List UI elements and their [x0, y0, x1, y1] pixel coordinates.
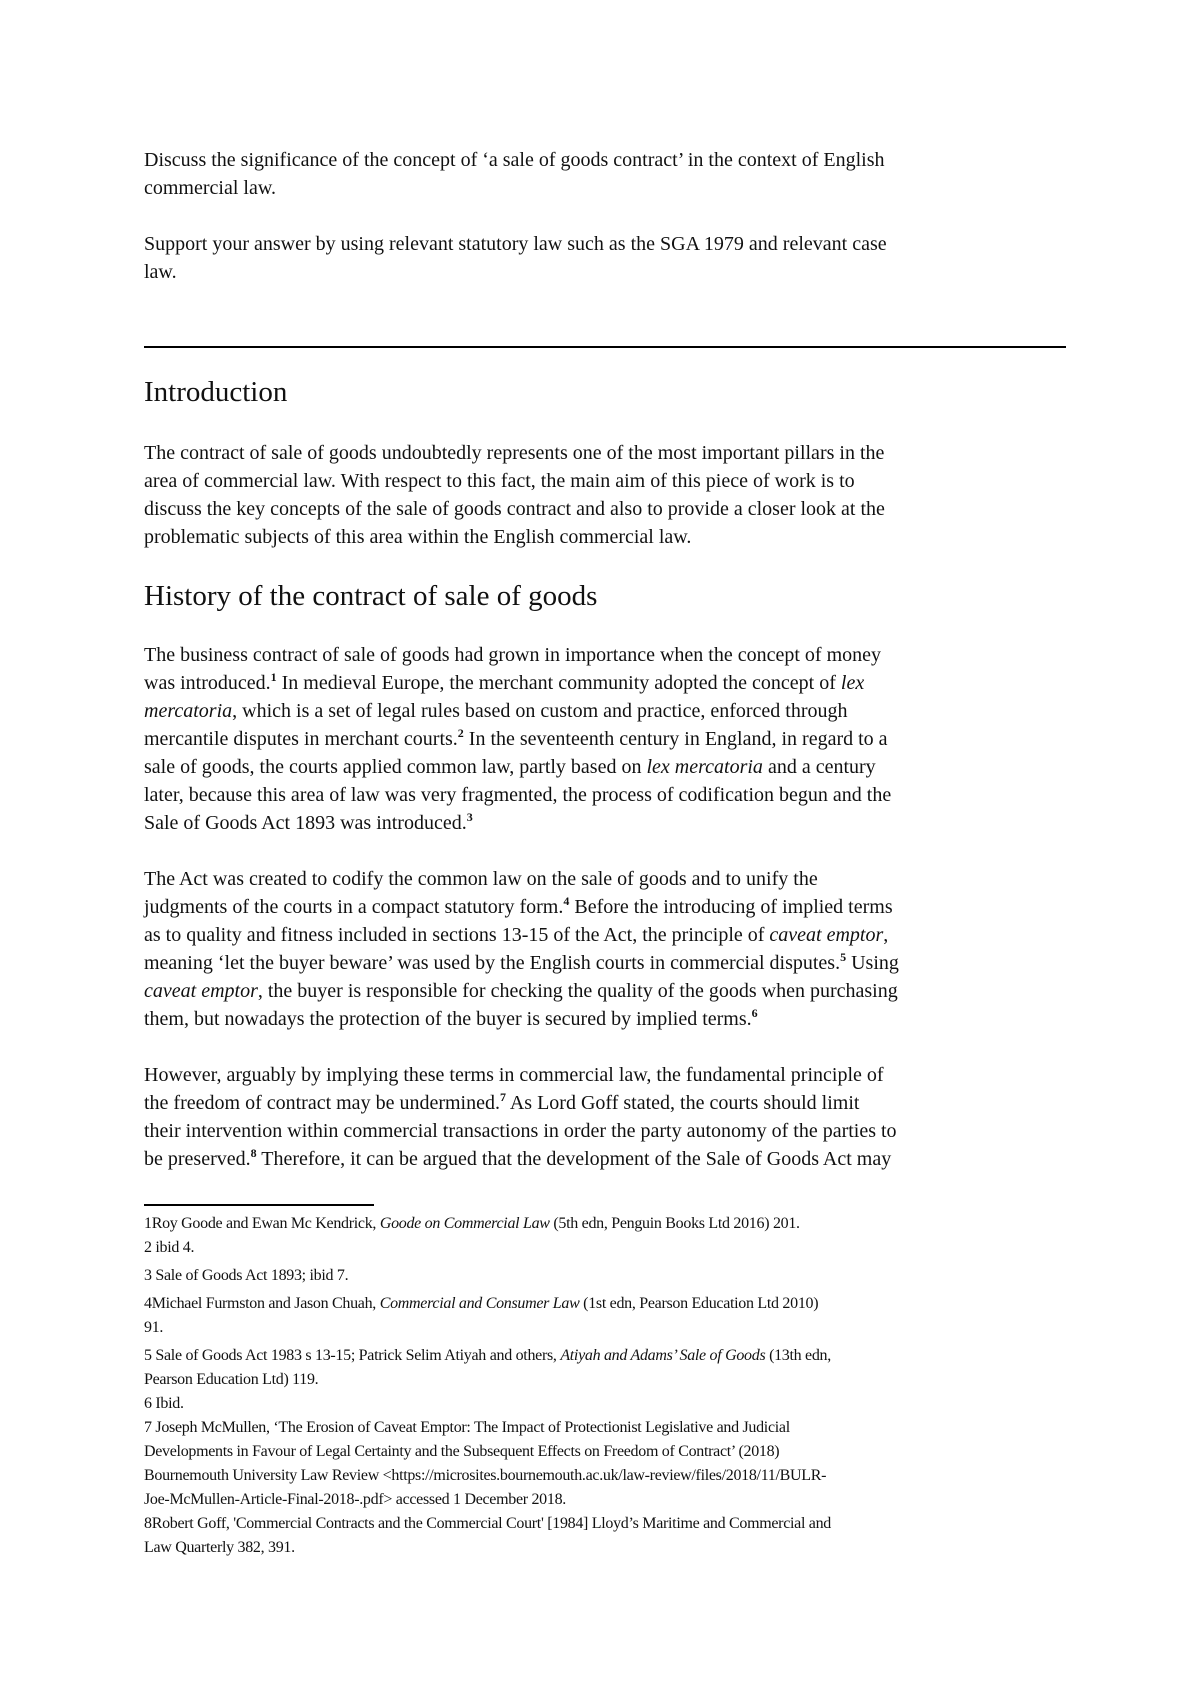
text-line: sale of goods, the courts applied common law, partly based on lex mercatoria and a century	[144, 756, 876, 778]
history-paragraph-3	[144, 1061, 1064, 1173]
text-line: The contract of sale of goods undoubtedly represents one of the most important pillars in the	[144, 442, 885, 464]
footnote-6: 6 Ibid.	[144, 1395, 184, 1412]
footnote-separator	[144, 1204, 374, 1206]
text-line: Discuss the significance of the concept of ‘a sale of goods contract’ in the context of English	[144, 149, 885, 171]
footnote-link[interactable]: Bournemouth University Law Review <https://microsites.bournemouth.ac.uk/law-review/files/2018/11/BULR-	[144, 1467, 827, 1484]
footnote-5: 5 Sale of Goods Act 1983 s 13-15; Patrick Selim Atiyah and others, Atiyah and Adams’ Sale of Goods (13th edn, Pearson Education Ltd) 119.	[144, 1347, 831, 1388]
text-line: area of commercial law. With respect to this fact, the main aim of this piece of work is to	[144, 470, 855, 492]
footnotes	[144, 1212, 1069, 1560]
footnote-ref[interactable]: 6	[751, 1006, 758, 1020]
text-line: as to quality and fitness included in sections 13-15 of the Act, the principle of caveat emptor,	[144, 924, 889, 946]
text-line: be preserved.$^8$ Therefore, it can be argued that the development of the Sale of Goods Act may	[144, 1146, 892, 1170]
footnote-ref[interactable]: 3	[466, 810, 473, 824]
text-line: caveat emptor, the buyer is responsible for checking the quality of the goods when purchasing	[144, 980, 898, 1002]
text-line: The Act was created to codify the common law on the sale of goods and to unify the	[144, 868, 818, 890]
history-paragraph-1	[144, 641, 1064, 837]
text-line: was introduced.$^1$ In medieval Europe, the merchant community adopted the concept of lex	[144, 670, 865, 694]
text-line: them, but nowadays the protection of the buyer is secured by implied terms.$^6$	[144, 1006, 758, 1030]
footnote-ref[interactable]: 7	[499, 1090, 506, 1104]
footnote-8: 8Robert Goff, 'Commercial Contracts and the Commercial Court' [1984] Lloyd’s Maritime and Commercial and Law Quarterly 382, 391.	[144, 1515, 831, 1556]
footnote-4: 4Michael Furmston and Jason Chuah, Commercial and Consumer Law (1st edn, Pearson Education Ltd 2010) 91.	[144, 1295, 819, 1336]
text-line: commercial law.	[144, 177, 276, 199]
footnote-3: 3 Sale of Goods Act 1893; ibid 7.	[144, 1267, 349, 1284]
text-line: However, arguably by implying these terms in commercial law, the fundamental principle of	[144, 1064, 884, 1086]
footnote-1: 1Roy Goode and Ewan Mc Kendrick, Goode on Commercial Law (5th edn, Penguin Books Ltd 2016) 201.	[144, 1215, 800, 1232]
text-line: mercantile disputes in merchant courts.$^2$ In the seventeenth century in England, in regard to a	[144, 726, 888, 750]
history-paragraph-2	[144, 865, 1064, 1033]
text-line: Support your answer by using relevant statutory law such as the SGA 1979 and relevant case	[144, 233, 887, 255]
text-line: meaning ‘let the buyer beware’ was used by the English courts in commercial disputes.$^5$ Using	[144, 950, 899, 974]
footnote-2: 2 ibid 4.	[144, 1239, 195, 1256]
footnote-ref[interactable]: 2	[457, 726, 464, 740]
section-divider	[144, 346, 1066, 348]
footnote-ref[interactable]: 4	[563, 894, 570, 908]
footnote-ref[interactable]: 5	[840, 950, 847, 964]
footnote-ref[interactable]: 8	[250, 1146, 257, 1160]
question-paragraph-1	[144, 146, 1064, 202]
text-line: their intervention within commercial transactions in order the party autonomy of the parties to	[144, 1120, 897, 1142]
text-line: problematic subjects of this area within the English commercial law.	[144, 526, 692, 548]
text-line: law.	[144, 261, 177, 283]
footnote-ref[interactable]: 1	[270, 670, 277, 684]
text-line: The business contract of sale of goods had grown in importance when the concept of money	[144, 644, 882, 666]
introduction-paragraph	[144, 439, 1064, 551]
text-line: mercatoria, which is a set of legal rules based on custom and practice, enforced through	[144, 700, 848, 722]
text-line: discuss the key concepts of the sale of goods contract and also to provide a closer look at the	[144, 498, 885, 520]
question-paragraph-2	[144, 230, 1064, 286]
text-line: judgments of the courts in a compact statutory form.$^4$ Before the introducing of implied terms	[144, 894, 893, 918]
history-heading: History of the contract of sale of goods	[144, 580, 598, 612]
text-line: the freedom of contract may be undermined.$^7$ As Lord Goff stated, the courts should limit	[144, 1090, 860, 1114]
introduction-heading: Introduction	[144, 376, 288, 408]
footnote-7: 7 Joseph McMullen, ‘The Erosion of Caveat Emptor: The Impact of Protectionist Legislative and Judicial Developments in Favour of Legal Certainty and the Subsequent Effects on Freedom of Contract’ (2018) Bournemouth University Law Review <https://microsites.bournemouth.ac.uk/law-review/files/2018/11/BULR- Joe-McMullen-Article-Final-2018-.pdf> accessed 1 December 2018.	[144, 1416, 1069, 1512]
text-line: Sale of Goods Act 1893 was introduced.$^3$	[144, 810, 473, 834]
text-line: later, because this area of law was very fragmented, the process of codification begun and the	[144, 784, 892, 806]
